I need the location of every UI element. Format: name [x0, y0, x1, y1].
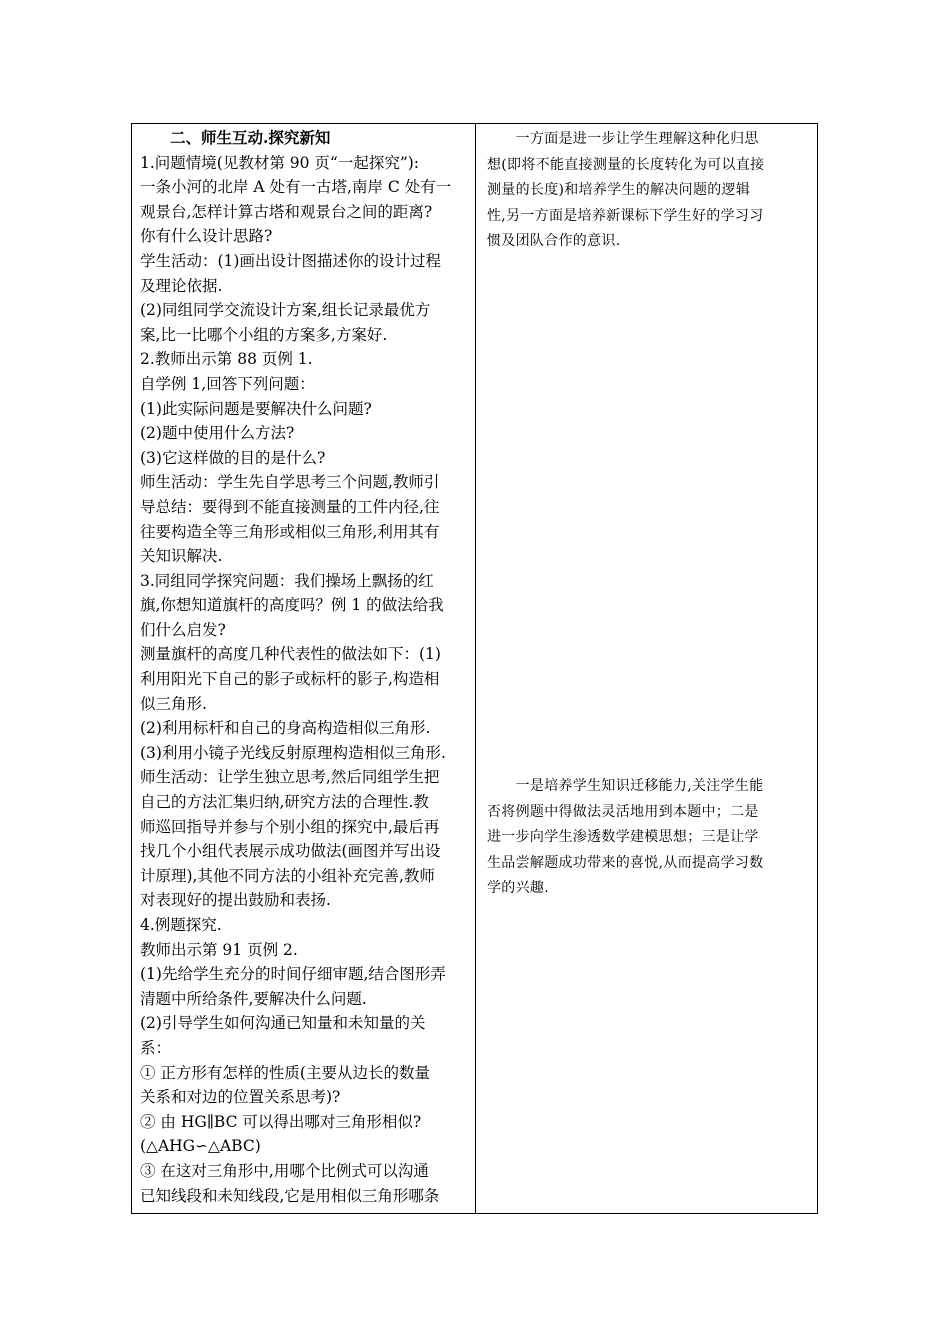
column-divider	[475, 124, 476, 1213]
text-line: 师生活动：学生先自学思考三个问题,教师引	[140, 473, 440, 492]
text-line: 一条小河的北岸 A 处有一古塔,南岸 C 处有一	[140, 178, 452, 197]
text-line: (3)利用小镜子光线反射原理构造相似三角形.	[140, 743, 446, 762]
text-line: (2)同组同学交流设计方案,组长记录最优方	[140, 301, 431, 320]
note-line: 测量的长度)和培养学生的解决问题的逻辑	[487, 182, 751, 198]
text-line: 2.教师出示第 88 页例 1.	[140, 350, 313, 369]
text-line: ③ 在这对三角形中,用哪个比例式可以沟通	[140, 1161, 429, 1180]
lesson-table	[131, 123, 818, 1214]
text-line: 案,比一比哪个小组的方案多,方案好.	[140, 325, 388, 344]
section-heading: 二、师生互动.探究新知	[170, 128, 331, 147]
text-line: 及理论依据.	[140, 276, 223, 295]
text-line: ② 由 HG∥BC 可以得出哪对三角形相似?	[140, 1112, 422, 1131]
text-line: (2)利用标杆和自己的身高构造相似三角形.	[140, 719, 431, 738]
note-line: 否将例题中得做法灵活地用到本题中；二是	[487, 803, 759, 820]
teaching-process-column	[140, 126, 470, 1208]
text-line: 系：	[140, 1038, 172, 1057]
text-line: 测量旗杆的高度几种代表性的做法如下：(1)	[140, 645, 441, 664]
note-line: 性,另一方面是培养新课标下学生好的学习习	[487, 207, 764, 224]
text-line: 1.问题情境(见教材第 90 页“一起探究”):	[140, 153, 420, 172]
text-line: (1)此实际问题是要解决什么问题?	[140, 399, 372, 418]
text-line: 找几个小组代表展示成功做法(画图并写出设	[140, 842, 441, 861]
text-line: (1)先给学生充分的时间仔细审题,结合图形弄	[140, 965, 446, 984]
text-line: (3)它这样做的目的是什么?	[140, 448, 326, 467]
text-line: 教师出示第 91 页例 2.	[140, 940, 298, 959]
text-line: 旗,你想知道旗杆的高度吗？例 1 的做法给我	[140, 596, 444, 615]
text-line: 学生活动：(1)画出设计图描述你的设计过程	[140, 251, 441, 270]
text-line: 自己的方法汇集归纳,研究方法的合理性.教	[140, 793, 429, 812]
note-line: 学的兴趣.	[487, 880, 549, 896]
text-line: 利用阳光下自己的影子或标杆的影子,构造相	[140, 670, 440, 689]
design-intent-note-1	[487, 127, 812, 255]
text-line: (2)题中使用什么方法?	[140, 424, 295, 443]
text-line: 师巡回指导并参与个别小组的探究中,最后再	[140, 817, 440, 836]
text-line: 计原理),其他不同方法的小组补充完善,教师	[140, 866, 435, 885]
text-line: 导总结：要得到不能直接测量的工件内径,往	[140, 497, 440, 516]
text-line: (△AHG∽△ABC)	[140, 1137, 261, 1156]
note-line: 惯及团队合作的意识.	[487, 233, 621, 249]
text-line: 你有什么设计思路?	[140, 227, 273, 246]
text-line: 自学例 1,回答下列问题：	[140, 374, 315, 393]
text-line: 3.同组同学探究问题：我们操场上飘扬的红	[140, 571, 434, 590]
text-line: 4.例题探究.	[140, 916, 222, 934]
note-line: 一方面是进一步让学生理解这种化归思	[487, 131, 759, 147]
note-line: 生品尝解题成功带来的喜悦,从而提高学习数	[487, 854, 764, 871]
text-line: 关知识解决.	[140, 547, 223, 566]
text-line: 似三角形.	[140, 694, 207, 713]
note-line: 想(即将不能直接测量的长度转化为可以直接	[487, 156, 765, 173]
text-line: 往要构造全等三角形或相似三角形,利用其有	[140, 522, 440, 541]
text-line: (2)引导学生如何沟通已知量和未知量的关	[140, 1014, 426, 1033]
note-line: 一是培养学生知识迁移能力,关注学生能	[487, 778, 764, 794]
text-line: 清题中所给条件,要解决什么问题.	[140, 989, 367, 1008]
text-line: ① 正方形有怎样的性质(主要从边长的数量	[140, 1063, 430, 1082]
text-line: 观景台,怎样计算古塔和观景台之间的距离?	[140, 202, 433, 221]
text-line: 已知线段和未知线段,它是用相似三角形哪条	[140, 1186, 440, 1205]
text-line: 师生活动：让学生独立思考,然后同组学生把	[140, 768, 440, 787]
text-line: 对表现好的提出鼓励和表扬.	[140, 891, 331, 910]
note-line: 进一步向学生渗透数学建模思想；三是让学	[487, 829, 759, 845]
text-line: 关系和对边的位置关系思考)?	[140, 1088, 341, 1107]
design-intent-note-2	[487, 774, 812, 902]
text-line: 们什么启发?	[140, 620, 226, 639]
